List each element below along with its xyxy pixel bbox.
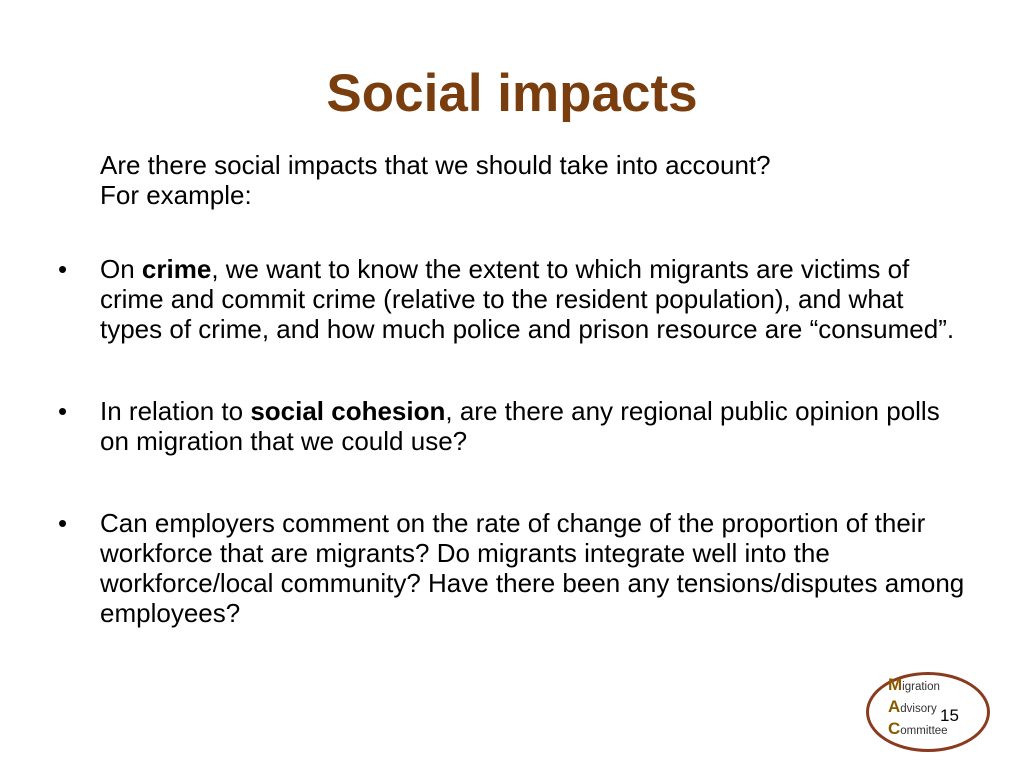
logo-line-advisory	[888, 697, 937, 716]
page-number: 15	[940, 706, 959, 725]
bullet-body: Can employers comment on the rate of change of the proportion of their workforce that are migrants? Do migrants integrate well into the workforce/local community? Have there been any tensions/disputes among employees?	[100, 508, 965, 628]
logo-line-committee	[888, 719, 948, 738]
bullet-prefix: In relation to	[100, 396, 251, 426]
logo-word: igration	[902, 681, 940, 693]
bullet-item-social-cohesion	[0, 396, 970, 456]
logo-word: ommittee	[900, 725, 948, 737]
intro-text	[100, 150, 980, 210]
slide-title: Social impacts	[326, 64, 698, 123]
bullet-item-crime	[0, 254, 970, 344]
mac-logo	[866, 672, 990, 752]
bullet-bold-term: crime	[141, 254, 212, 284]
bullet-body: , we want to know the extent to which migrants are victims of crime and commit crime (relative to the resident population), and what types of crime, and how much police and prison resource are “consumed”.	[100, 254, 955, 344]
logo-line-migration	[888, 675, 940, 694]
bullet-list	[0, 254, 1024, 680]
logo-initial: A	[888, 697, 901, 716]
bullet-item-employers	[0, 508, 970, 628]
bullet-prefix: On	[100, 254, 142, 284]
bullet-marker: •	[58, 396, 68, 426]
bullet-marker: •	[58, 508, 68, 538]
logo-word: dvisory	[900, 703, 937, 715]
bullet-bold-term: social cohesion	[250, 396, 446, 426]
bullet-marker: •	[58, 254, 68, 284]
intro-line-1: Are there social impacts that we should take into account?	[100, 150, 771, 180]
bullet-body: , are there any regional public opinion polls on migration that we could use?	[100, 396, 940, 456]
logo-initial: C	[888, 719, 901, 738]
logo-initial: M	[888, 675, 903, 694]
intro-line-2: For example:	[100, 180, 252, 210]
